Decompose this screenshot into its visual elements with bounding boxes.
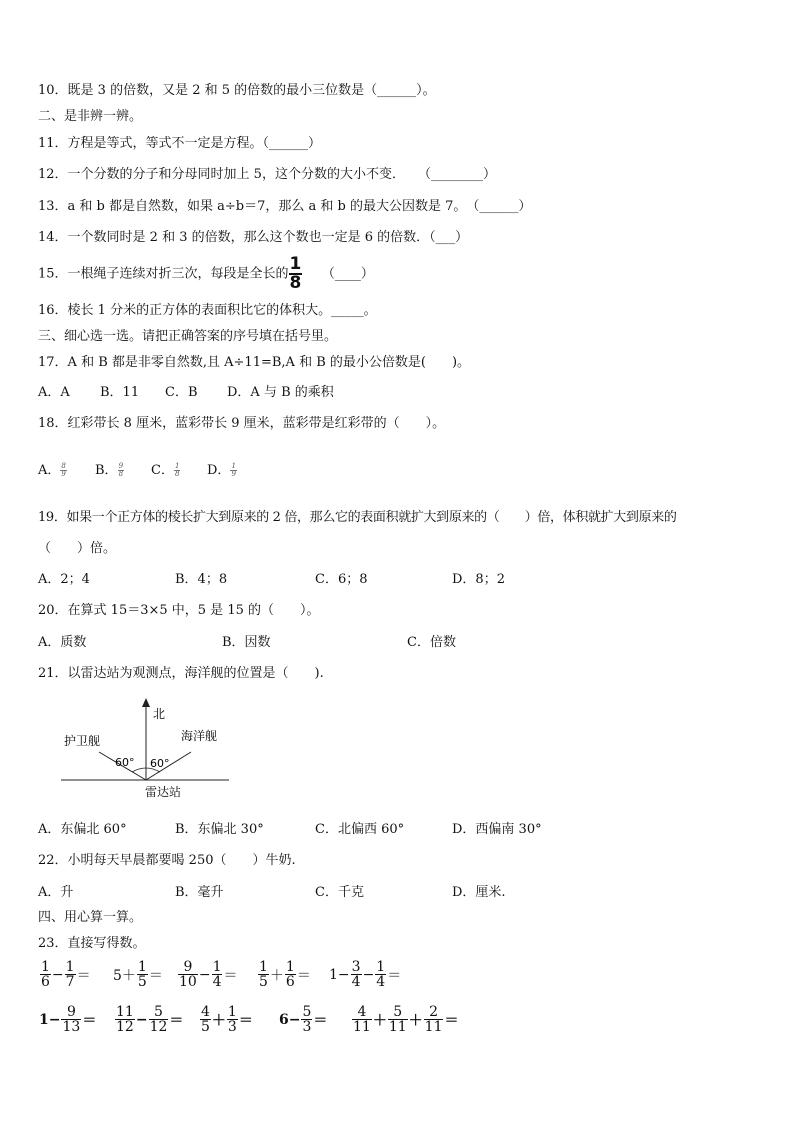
q19-option-a: A．2；4 (38, 572, 90, 587)
calc-fraction (212, 960, 223, 989)
calc-fraction (178, 960, 198, 989)
question-21: 21．以雷达站为观测点，海洋舰的位置是（ ). (38, 666, 324, 681)
fraction-numerator: 1 (289, 254, 302, 274)
fraction-numerator: 5 (154, 1004, 163, 1020)
calc-operator: 5＋ (113, 967, 136, 984)
option-fraction (230, 463, 236, 478)
fraction-numerator: 5 (302, 1004, 312, 1020)
section-4-heading: 四、用心算一算。 (38, 910, 143, 925)
q18-option-c (151, 456, 180, 486)
calc-fraction (258, 960, 269, 989)
fraction-denominator: 5 (201, 1019, 210, 1035)
option-fraction (60, 463, 66, 478)
q21-option-d: D．西偏南 30° (452, 822, 542, 837)
calc-expression (178, 960, 238, 989)
q17-option-a: A．A (38, 385, 70, 400)
fraction-denominator: 4 (351, 974, 361, 990)
option-label: A． (38, 463, 61, 478)
fraction-denominator: 8 (118, 470, 124, 478)
calc-operator: ＋ (269, 967, 284, 984)
fraction-denominator: 6 (41, 974, 50, 990)
q20-option-b: B．因数 (222, 635, 271, 650)
question-15-text: 15．一根绳子连续对折三次，每段是全长的 (38, 266, 289, 282)
q21-option-a: A．东偏北 60° (38, 822, 127, 837)
fraction-numerator: 1 (227, 1004, 237, 1020)
fraction-numerator: 1 (41, 959, 50, 975)
question-12: 12．一个分数的分子和分母同时加上 5，这个分数的大小不变． （________） (38, 167, 496, 182)
fraction-numerator: 4 (357, 1004, 367, 1020)
fraction-numerator: 11 (116, 1004, 134, 1020)
fraction-denominator: 3 (302, 1019, 312, 1035)
fraction-denominator: 13 (62, 1019, 81, 1035)
q22-option-d: D．厘米. (452, 885, 506, 900)
calc-operator: ＋ (372, 1012, 387, 1029)
q22-option-b: B．毫升 (175, 885, 224, 900)
calc-fraction (61, 1005, 81, 1034)
q17-option-b: B．11 (100, 385, 140, 400)
question-13: 13．a 和 b 都是自然数，如果 a÷b＝7，那么 a 和 b 的最大公因数是 7。 （______） (38, 199, 532, 214)
calc-fraction (352, 1005, 372, 1034)
north-arrow-icon (142, 698, 150, 707)
calc-expression (40, 960, 92, 989)
calc-operator: − (362, 966, 375, 983)
calc-operator: ＝ (387, 967, 402, 984)
question-19-line-2: （ ）倍。 (38, 541, 117, 556)
question-10: 10．既是 3 的倍数，又是 2 和 5 的倍数的最小三位数是（______）。 (38, 83, 436, 98)
q19-option-c: C．6；8 (315, 572, 368, 587)
section-3-heading: 三、细心选一选。请把正确答案的序号填在括号里。 (38, 329, 338, 344)
calc-fraction (40, 960, 51, 989)
question-11: 11．方程是等式，等式不一定是方程。（______） (38, 136, 322, 151)
section-2-heading: 二、是非辨一辨。 (38, 109, 143, 124)
fraction-numerator: 3 (351, 959, 361, 975)
calc-fraction (388, 1005, 408, 1034)
q21-option-b: B．东偏北 30° (175, 822, 264, 837)
q17-option-d: D．A 与 B 的乘积 (227, 385, 334, 400)
q21-option-c: C．北偏西 60° (315, 822, 405, 837)
calc-expression (38, 1005, 97, 1034)
calc-fraction (137, 960, 148, 989)
fraction-denominator: 12 (116, 1019, 134, 1035)
fraction-denominator: 11 (388, 1019, 407, 1035)
calc-expression (278, 1005, 328, 1034)
calc-expression (258, 960, 312, 989)
option-fraction (174, 463, 180, 478)
calc-operator: ＝ (296, 967, 311, 984)
fraction-denominator: 5 (137, 974, 147, 990)
fraction-numerator: 1 (174, 462, 180, 470)
fraction-denominator: 11 (424, 1019, 443, 1035)
north-label: 北 (153, 707, 166, 721)
fraction-denominator: 11 (353, 1019, 371, 1035)
calc-fraction (200, 1005, 211, 1034)
question-20: 20．在算式 15＝3×5 中，5 是 15 的（ ）。 (38, 603, 320, 618)
fraction-numerator: 1 (376, 959, 386, 975)
calc-operator: ＋ (408, 1012, 423, 1029)
fraction-denominator: 8 (174, 470, 180, 478)
q22-option-c: C．千克 (315, 885, 364, 900)
fraction-denominator: 8 (289, 273, 302, 293)
calc-fraction (301, 1005, 312, 1034)
question-15-blank: （____） (302, 266, 374, 282)
calc-expression (200, 1005, 254, 1034)
fraction-denominator: 9 (231, 470, 236, 478)
calc-fraction (351, 960, 362, 989)
question-23: 23．直接写得数。 (38, 936, 146, 951)
question-15 (38, 256, 374, 292)
left-ship-label: 护卫舰 (64, 734, 101, 748)
q22-option-a: A．升 (38, 885, 74, 900)
calc-fraction (65, 960, 76, 989)
fraction-numerator: 9 (66, 1004, 76, 1020)
calc-operator: 1− (329, 966, 350, 983)
q17-option-c: C．B (165, 385, 198, 400)
calc-operator: ＝ (148, 967, 163, 984)
calc-operator: − (51, 966, 64, 983)
question-14: 14．一个数同时是 2 和 3 的倍数，那么这个数也一定是 6 的倍数．（___） (38, 230, 469, 245)
fraction-numerator: 8 (61, 462, 66, 470)
calc-operator: − (198, 966, 211, 983)
fraction-numerator: 1 (137, 959, 147, 975)
fraction-denominator: 10 (179, 974, 197, 990)
q18-option-a (38, 456, 67, 486)
option-fraction (118, 463, 124, 478)
question-16: 16．棱长 1 分米的正方体的表面积比它的体积大。_____。 (38, 303, 377, 318)
calc-fraction (227, 1005, 238, 1034)
calc-operator: ＝ (313, 1012, 328, 1029)
option-label: D． (207, 463, 231, 478)
q18-option-d (207, 456, 237, 486)
calc-fraction (375, 960, 386, 989)
calc-operator: ＝ (169, 1012, 184, 1029)
question-18: 18．红彩带长 8 厘米，蓝彩带长 9 厘米，蓝彩带是红彩带的（ ）。 (38, 416, 446, 431)
calc-fraction (149, 1005, 169, 1034)
calc-expression (112, 960, 164, 989)
calc-operator: 6− (279, 1011, 301, 1028)
fraction-denominator: 12 (149, 1019, 168, 1035)
fraction-denominator: 4 (212, 974, 222, 990)
q19-option-d: D．8；2 (452, 572, 505, 587)
calc-operator: ＝ (444, 1012, 459, 1029)
fraction-denominator: 7 (65, 974, 75, 990)
fraction-numerator: 1 (65, 959, 75, 975)
fraction-denominator: 6 (285, 974, 295, 990)
radar-diagram (55, 696, 235, 804)
calc-expression (352, 1005, 459, 1034)
fraction-denominator: 4 (376, 974, 386, 990)
calc-fraction (285, 960, 296, 989)
question-19-line-1: 19．如果一个正方体的棱长扩大到原来的 2 倍，那么它的表面积就扩大到原来的（ ）倍，体积就扩大到原来的 (38, 510, 677, 525)
q18-option-b (95, 456, 124, 486)
calc-operator: ＋ (211, 1012, 226, 1029)
option-label: C． (151, 463, 174, 478)
option-label: B． (95, 463, 118, 478)
station-label: 雷达站 (145, 785, 182, 799)
fraction-numerator: 2 (429, 1004, 439, 1020)
calc-operator: ＝ (223, 967, 238, 984)
question-17: 17．A 和 B 都是非零自然数,且 A÷11=B,A 和 B 的最小公倍数是( )。 (38, 355, 471, 370)
calc-fraction (115, 1005, 135, 1034)
q20-option-a: A．质数 (38, 635, 87, 650)
calc-expression (115, 1005, 184, 1034)
q20-option-c: C．倍数 (407, 635, 456, 650)
fraction-numerator: 9 (183, 959, 193, 975)
fraction-numerator: 5 (393, 1004, 403, 1020)
q19-option-b: B．4；8 (175, 572, 228, 587)
right-angle-label: 60° (150, 757, 170, 770)
fraction-one-eighth (289, 256, 303, 292)
calc-operator: ＝ (76, 967, 91, 984)
question-22: 22．小明每天早晨都要喝 250（ ）牛奶. (38, 853, 296, 868)
fraction-numerator: 1 (212, 959, 222, 975)
fraction-numerator: 4 (201, 1004, 210, 1020)
calc-operator: ＝ (238, 1012, 253, 1029)
calc-operator: − (135, 1011, 148, 1028)
fraction-denominator: 9 (61, 470, 66, 478)
fraction-numerator: 1 (231, 462, 236, 470)
right-ship-label: 海洋舰 (181, 729, 218, 743)
fraction-numerator: 1 (285, 959, 295, 975)
fraction-numerator: 1 (259, 959, 268, 975)
fraction-numerator: 9 (118, 462, 124, 470)
fraction-denominator: 5 (259, 974, 268, 990)
calc-operator: ＝ (82, 1012, 97, 1029)
fraction-denominator: 3 (227, 1019, 237, 1035)
calc-fraction (424, 1005, 444, 1034)
left-angle-label: 60° (115, 756, 135, 769)
calc-expression (328, 960, 402, 989)
calc-operator: 1− (39, 1011, 61, 1028)
